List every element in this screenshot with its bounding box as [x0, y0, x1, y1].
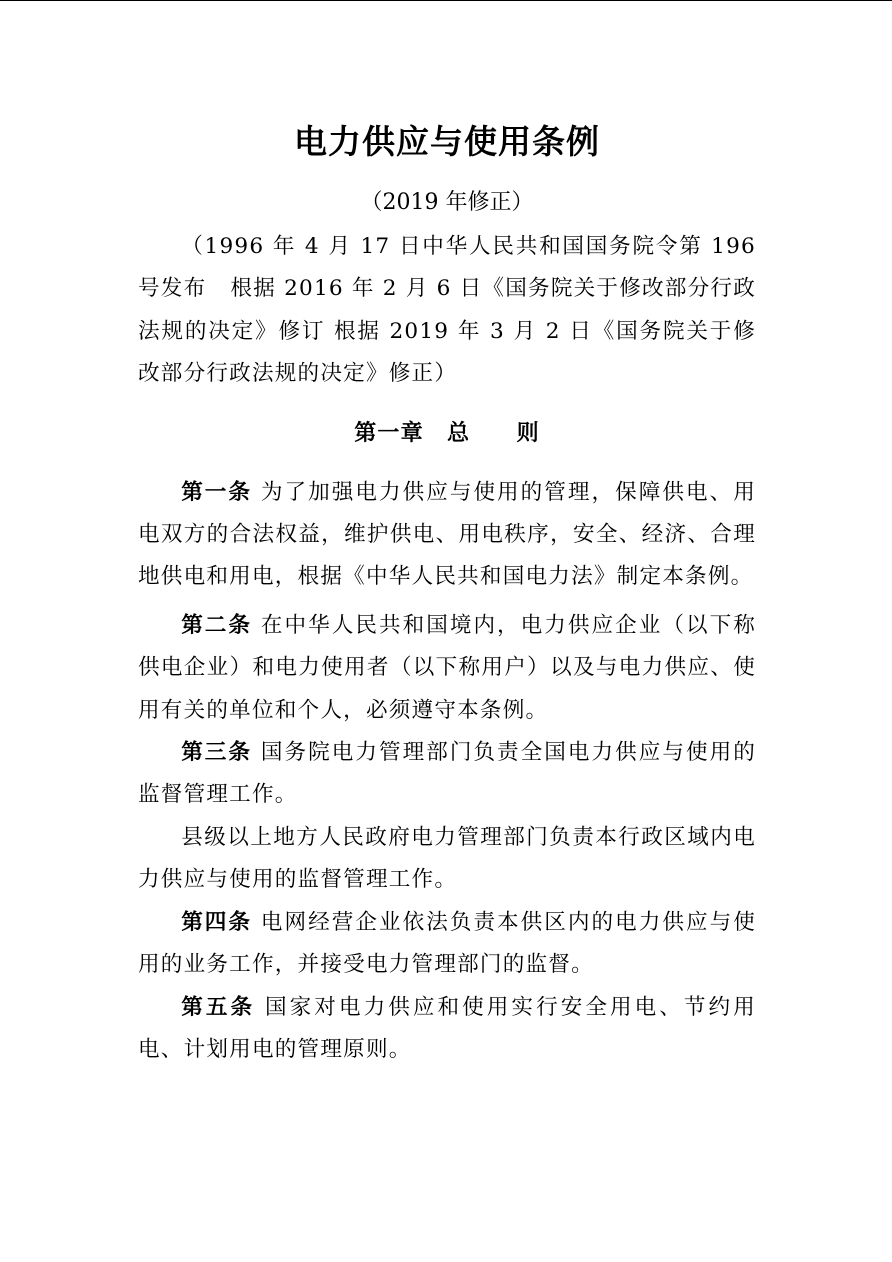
article-number: 第二条	[181, 612, 253, 638]
article-text: 在中华人民共和国境内，电力供应企业（以下称供电企业）和电力使用者（以下称用户）以及与电力供应、使用有关的单位和个人，必须遵守本条例。	[138, 612, 756, 723]
article-number: 第四条	[181, 909, 253, 935]
article-number: 第五条	[181, 994, 256, 1020]
article-5	[138, 987, 756, 1072]
article-3	[138, 732, 756, 817]
top-border-line	[0, 0, 892, 1]
revision-note: （2019 年修正）	[360, 190, 534, 215]
article-text: 电网经营企业依法负责本供区内的电力供应与使用的业务工作，并接受电力管理部门的监督。	[138, 909, 756, 978]
document-body	[138, 226, 756, 1071]
article-text: 国务院电力管理部门负责全国电力供应与使用的监督管理工作。	[138, 740, 756, 808]
article-text: 国家对电力供应和使用实行安全用电、节约用电、计划用电的管理原则。	[138, 994, 756, 1062]
document-title: 电力供应与使用条例	[294, 122, 600, 161]
preamble-part-b: 根据 2016 年 2 月 6 日《国务院关于修改部分行政法规的决定》修订 根据 2019 年 3 月 2 日《国务院关于修改部分行政法规的决定》修正）	[138, 276, 756, 387]
article-3-paragraph-2: 县级以上地方人民政府电力管理部门负责本行政区域内电力供应与使用的监督管理工作。	[138, 824, 756, 893]
article-4	[138, 902, 756, 987]
article-number: 第三条	[181, 740, 253, 766]
preamble-part-a: （1996 年 4 月 17 日中华人民共和国国务院令第 196 号发布	[138, 234, 756, 302]
article-text: 为了加强电力供应与使用的管理，保障供电、用电双方的合法权益，维护供电、用电秩序，安全、经济、合理地供电和用电，根据《中华人民共和国电力法》制定本条例。	[138, 479, 756, 590]
preamble	[138, 226, 756, 396]
article-number: 第一条	[181, 479, 253, 505]
article-2	[138, 605, 756, 732]
chapter-heading: 第一章 总 则	[354, 420, 540, 446]
article-1	[138, 472, 756, 599]
